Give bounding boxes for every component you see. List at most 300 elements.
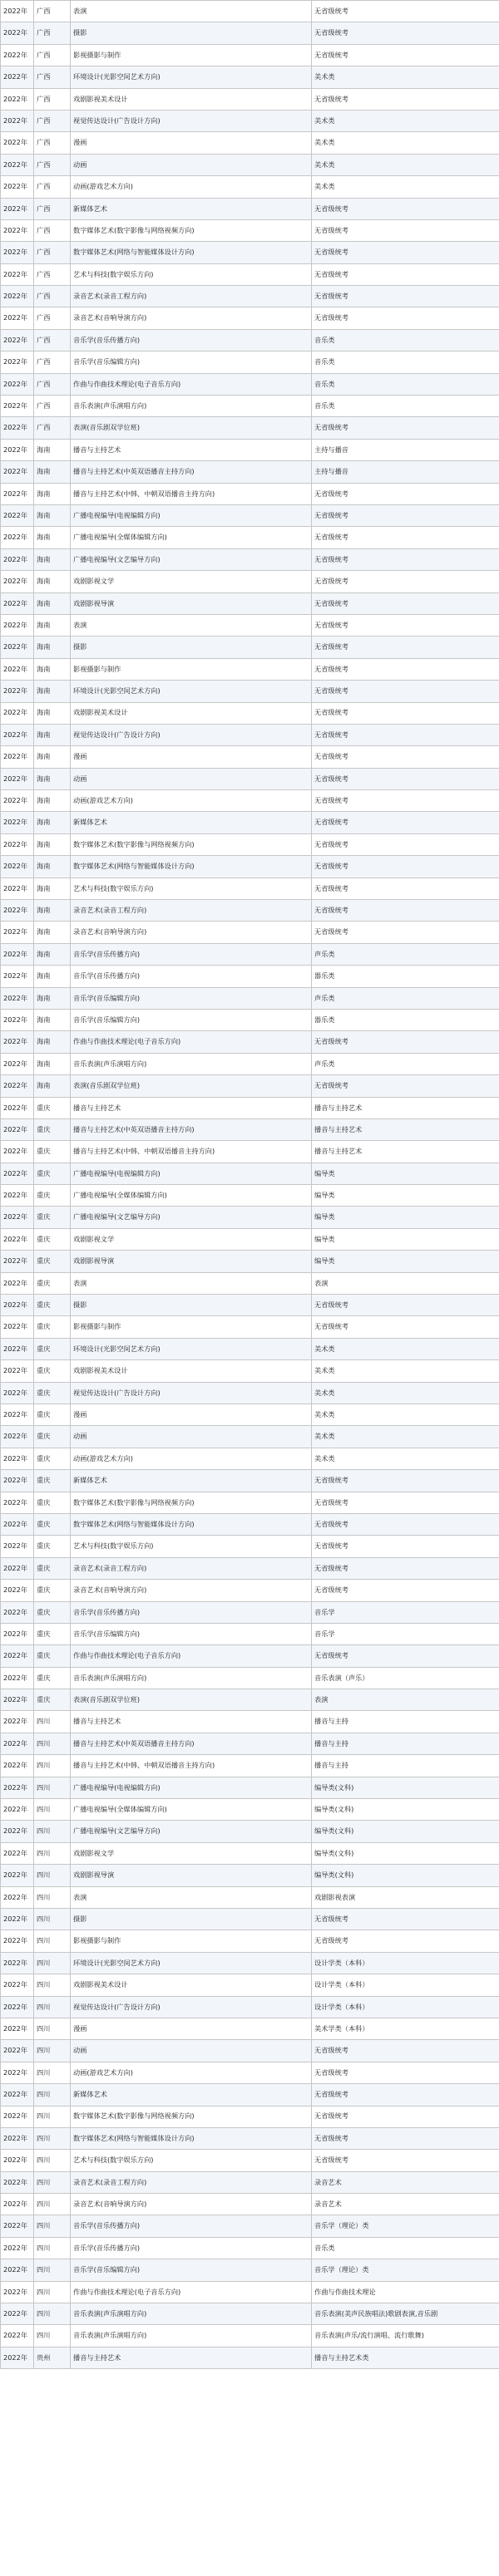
year-cell: 2022年 [1,548,34,570]
exam-category-cell: 无省级统考 [312,198,499,219]
province-cell: 重庆 [34,1667,71,1689]
major-cell: 音乐表演(声乐演唱方向) [71,396,312,417]
year-cell: 2022年 [1,2325,34,2347]
exam-category-cell: 无省级统考 [312,637,499,658]
table-row [1,768,499,789]
major-cell: 影视摄影与制作 [71,1930,312,1952]
major-cell: 音乐学(音乐编辑方向) [71,1009,312,1030]
province-cell: 海南 [34,724,71,745]
major-cell: 表演(音乐剧双学位班) [71,1075,312,1097]
exam-category-cell: 无省级统考 [312,44,499,66]
table-row [1,1930,499,1952]
province-cell: 海南 [34,614,71,636]
major-cell: 表演 [71,1272,312,1294]
year-cell: 2022年 [1,658,34,680]
province-cell: 四川 [34,1842,71,1864]
major-cell: 播音与主持艺术(中英双语播音主持方向) [71,1118,312,1140]
year-cell: 2022年 [1,1821,34,1842]
exam-category-cell: 美术类 [312,1338,499,1359]
province-cell: 广西 [34,88,71,110]
table-row [1,2150,499,2171]
major-cell: 环境设计(光影空间艺术方向) [71,66,312,88]
exam-category-cell: 无省级统考 [312,1930,499,1952]
exam-category-cell: 主持与播音 [312,461,499,483]
major-cell: 播音与主持艺术(中韩、中朝双语播音主持方向) [71,483,312,504]
province-cell: 贵州 [34,2347,71,2368]
province-cell: 四川 [34,2259,71,2281]
exam-category-cell: 无省级统考 [312,1470,499,1492]
year-cell: 2022年 [1,1316,34,1338]
year-cell: 2022年 [1,527,34,548]
major-cell: 艺术与科技(数字娱乐方向) [71,1536,312,1557]
province-cell: 重庆 [34,1141,71,1163]
major-cell: 广播电视编导(电视编辑方向) [71,1777,312,1798]
exam-category-cell: 声乐类 [312,987,499,1009]
exam-category-cell: 播音与主持 [312,1711,499,1733]
table-row [1,219,499,241]
table-row [1,154,499,175]
province-cell: 四川 [34,2084,71,2106]
exam-category-cell: 无省级统考 [312,527,499,548]
province-cell: 四川 [34,1733,71,1754]
table-row [1,812,499,833]
year-cell: 2022年 [1,1711,34,1733]
exam-category-cell: 美术类 [312,132,499,154]
province-cell: 海南 [34,746,71,768]
year-cell: 2022年 [1,1185,34,1207]
exam-category-cell: 无省级统考 [312,1580,499,1601]
major-cell: 播音与主持艺术(中英双语播音主持方向) [71,461,312,483]
year-cell: 2022年 [1,1930,34,1952]
major-cell: 视觉传达设计(广告设计方向) [71,1382,312,1404]
table-row [1,2171,499,2193]
year-cell: 2022年 [1,1228,34,1250]
major-cell: 新媒体艺术 [71,1470,312,1492]
province-cell: 海南 [34,461,71,483]
province-cell: 海南 [34,856,71,878]
year-cell: 2022年 [1,1448,34,1469]
exam-category-cell: 无省级统考 [312,614,499,636]
table-row [1,1601,499,1623]
year-cell: 2022年 [1,2215,34,2237]
year-cell: 2022年 [1,307,34,329]
major-cell: 数字媒体艺术(网络与智能媒体设计方向) [71,242,312,263]
province-cell: 四川 [34,2281,71,2303]
year-cell: 2022年 [1,1470,34,1492]
table-row [1,263,499,285]
province-cell: 重庆 [34,1492,71,1513]
exam-category-cell: 无省级统考 [312,242,499,263]
exam-category-cell: 无省级统考 [312,307,499,329]
province-cell: 海南 [34,1075,71,1097]
exam-category-cell: 音乐学 [312,1623,499,1644]
province-cell: 广西 [34,44,71,66]
exam-category-cell: 声乐类 [312,943,499,965]
exam-category-cell: 无省级统考 [312,1536,499,1557]
major-cell: 音乐学(音乐传播方向) [71,1601,312,1623]
exam-category-cell: 无省级统考 [312,658,499,680]
exam-category-cell: 声乐类 [312,1053,499,1074]
major-cell: 戏剧影视导演 [71,1251,312,1272]
major-cell: 音乐学(音乐传播方向) [71,966,312,987]
year-cell: 2022年 [1,592,34,614]
province-cell: 四川 [34,2018,71,2039]
table-row [1,1360,499,1382]
table-row [1,417,499,439]
year-cell: 2022年 [1,461,34,483]
year-cell: 2022年 [1,1623,34,1644]
exam-category-cell: 编导类 [312,1251,499,1272]
major-cell: 视觉传达设计(广告设计方向) [71,1996,312,2018]
exam-category-cell: 音乐类 [312,329,499,351]
table-row [1,856,499,878]
table-row [1,2215,499,2237]
table-row [1,878,499,899]
major-cell: 数字媒体艺术(数字影像与网络视频方向) [71,833,312,855]
table-row [1,329,499,351]
year-cell: 2022年 [1,681,34,702]
year-cell: 2022年 [1,1009,34,1030]
major-cell: 戏剧影视美术设计 [71,1360,312,1382]
exam-category-cell: 无省级统考 [312,833,499,855]
major-cell: 录音艺术(录音工程方向) [71,286,312,307]
major-cell: 动画(游戏艺术方向) [71,2062,312,2083]
major-cell: 播音与主持艺术 [71,1097,312,1118]
major-cell: 艺术与科技(数字娱乐方向) [71,263,312,285]
exam-category-cell: 音乐学（理论）类 [312,2259,499,2281]
major-cell: 录音艺术(音响导演方向) [71,307,312,329]
year-cell: 2022年 [1,1755,34,1777]
province-cell: 重庆 [34,1601,71,1623]
year-cell: 2022年 [1,702,34,724]
year-cell: 2022年 [1,2281,34,2303]
major-cell: 音乐学(音乐传播方向) [71,2215,312,2237]
province-cell: 重庆 [34,1645,71,1667]
year-cell: 2022年 [1,571,34,592]
year-cell: 2022年 [1,2018,34,2039]
exam-category-cell: 无省级统考 [312,1295,499,1316]
major-cell: 环境设计(光影空间艺术方向) [71,1338,312,1359]
province-cell: 广西 [34,176,71,198]
province-cell: 重庆 [34,1316,71,1338]
major-cell: 动画(游戏艺术方向) [71,176,312,198]
year-cell: 2022年 [1,483,34,504]
province-cell: 四川 [34,2194,71,2215]
year-cell: 2022年 [1,1118,34,1140]
exam-category-cell: 无省级统考 [312,263,499,285]
major-cell: 广播电视编导(文艺编导方向) [71,1207,312,1228]
table-row [1,1755,499,1777]
major-cell: 广播电视编导(全媒体编辑方向) [71,527,312,548]
exam-category-cell: 音乐学（理论）类 [312,2215,499,2237]
year-cell: 2022年 [1,1842,34,1864]
major-cell: 数字媒体艺术(数字影像与网络视频方向) [71,2106,312,2127]
major-cell: 录音艺术(录音工程方向) [71,2171,312,2193]
table-row [1,1536,499,1557]
table-row [1,1185,499,1207]
year-cell: 2022年 [1,2259,34,2281]
province-cell: 海南 [34,658,71,680]
province-cell: 重庆 [34,1382,71,1404]
province-cell: 海南 [34,922,71,943]
year-cell: 2022年 [1,1865,34,1886]
major-cell: 视觉传达设计(广告设计方向) [71,724,312,745]
province-cell: 四川 [34,2237,71,2259]
table-row [1,132,499,154]
exam-category-cell: 美术学类（本科） [312,2018,499,2039]
province-cell: 四川 [34,2062,71,2083]
major-cell: 摄影 [71,637,312,658]
table-row [1,746,499,768]
year-cell: 2022年 [1,943,34,965]
province-cell: 广西 [34,22,71,44]
year-cell: 2022年 [1,637,34,658]
province-cell: 四川 [34,1821,71,1842]
exam-category-cell: 编导类 [312,1185,499,1207]
table-row [1,548,499,570]
table-row [1,1251,499,1272]
exam-category-cell: 无省级统考 [312,483,499,504]
exam-category-cell: 播音与主持艺术类 [312,2347,499,2368]
exam-category-cell: 无省级统考 [312,22,499,44]
major-cell: 播音与主持艺术(中英双语播音主持方向) [71,1733,312,1754]
exam-category-cell: 美术类 [312,1404,499,1426]
exam-category-cell: 编导类 [312,1207,499,1228]
exam-category-cell: 无省级统考 [312,900,499,922]
exam-category-cell: 编导类 [312,1228,499,1250]
major-cell: 戏剧影视美术设计 [71,88,312,110]
major-cell: 漫画 [71,132,312,154]
year-cell: 2022年 [1,1163,34,1184]
province-cell: 重庆 [34,1513,71,1535]
province-cell: 广西 [34,66,71,88]
major-cell: 作曲与作曲技术理论(电子音乐方向) [71,2281,312,2303]
province-cell: 重庆 [34,1097,71,1118]
year-cell: 2022年 [1,2084,34,2106]
table-row [1,1623,499,1644]
major-cell: 音乐学(音乐传播方向) [71,329,312,351]
province-cell: 重庆 [34,1338,71,1359]
major-cell: 音乐学(音乐编辑方向) [71,2259,312,2281]
table-row [1,702,499,724]
province-cell: 四川 [34,1908,71,1930]
exam-category-cell: 无省级统考 [312,2062,499,2083]
province-cell: 重庆 [34,1536,71,1557]
year-cell: 2022年 [1,286,34,307]
table-row [1,724,499,745]
table-row [1,286,499,307]
year-cell: 2022年 [1,219,34,241]
province-cell: 重庆 [34,1185,71,1207]
table-row [1,1711,499,1733]
province-cell: 广西 [34,396,71,417]
table-body [1,1,499,2369]
major-cell: 戏剧影视美术设计 [71,702,312,724]
province-cell: 海南 [34,833,71,855]
exam-category-cell: 音乐类 [312,2237,499,2259]
exam-category-cell: 播音与主持艺术 [312,1141,499,1163]
exam-category-cell: 无省级统考 [312,790,499,812]
province-cell: 海南 [34,483,71,504]
province-cell: 广西 [34,154,71,175]
table-row [1,307,499,329]
province-cell: 海南 [34,504,71,526]
province-cell: 广西 [34,307,71,329]
table-row [1,1492,499,1513]
major-cell: 数字媒体艺术(数字影像与网络视频方向) [71,219,312,241]
exam-category-cell: 美术类 [312,1448,499,1469]
major-cell: 视觉传达设计(广告设计方向) [71,110,312,131]
exam-category-cell: 无省级统考 [312,1316,499,1338]
exam-category-cell: 美术类 [312,154,499,175]
table-row [1,1382,499,1404]
province-cell: 广西 [34,329,71,351]
table-row [1,2325,499,2347]
exam-category-cell: 无省级统考 [312,1075,499,1097]
table-row [1,2106,499,2127]
table-row [1,1580,499,1601]
table-row [1,504,499,526]
year-cell: 2022年 [1,1733,34,1754]
year-cell: 2022年 [1,2303,34,2325]
table-row [1,592,499,614]
table-row [1,1996,499,2018]
table-row [1,22,499,44]
year-cell: 2022年 [1,790,34,812]
year-cell: 2022年 [1,1777,34,1798]
year-cell: 2022年 [1,1601,34,1623]
province-cell: 广西 [34,132,71,154]
exam-category-cell: 作曲与作曲技术理论 [312,2281,499,2303]
year-cell: 2022年 [1,1404,34,1426]
table-row [1,1163,499,1184]
province-cell: 海南 [34,439,71,460]
major-cell: 音乐学(音乐编辑方向) [71,351,312,373]
year-cell: 2022年 [1,1667,34,1689]
major-cell: 表演(音乐剧双学位班) [71,1689,312,1711]
exam-category-cell: 无省级统考 [312,1,499,22]
table-row [1,2018,499,2039]
major-cell: 漫画 [71,2018,312,2039]
exam-category-cell: 无省级统考 [312,504,499,526]
major-cell: 环境设计(光影空间艺术方向) [71,1952,312,1974]
exam-category-cell: 音乐学 [312,1601,499,1623]
major-cell: 广播电视编导(电视编辑方向) [71,504,312,526]
exam-category-cell: 无省级统考 [312,2127,499,2149]
exam-category-cell: 播音与主持 [312,1755,499,1777]
province-cell: 四川 [34,2040,71,2062]
year-cell: 2022年 [1,132,34,154]
province-cell: 重庆 [34,1426,71,1448]
province-cell: 重庆 [34,1251,71,1272]
table-row [1,1908,499,1930]
province-cell: 重庆 [34,1689,71,1711]
province-cell: 海南 [34,790,71,812]
table-row [1,1974,499,1996]
exam-category-cell: 无省级统考 [312,571,499,592]
table-row [1,1228,499,1250]
table-row [1,1799,499,1821]
exam-category-cell: 无省级统考 [312,724,499,745]
table-row [1,242,499,263]
year-cell: 2022年 [1,373,34,395]
province-cell: 四川 [34,1865,71,1886]
table-row [1,1886,499,1908]
year-cell: 2022年 [1,1799,34,1821]
province-cell: 四川 [34,1777,71,1798]
major-cell: 戏剧影视导演 [71,1865,312,1886]
exam-category-cell: 编导类(文科) [312,1799,499,1821]
year-cell: 2022年 [1,856,34,878]
major-cell: 作曲与作曲技术理论(电子音乐方向) [71,373,312,395]
major-cell: 广播电视编导(文艺编导方向) [71,548,312,570]
exam-category-cell: 器乐类 [312,1009,499,1030]
table-row [1,2237,499,2259]
table-row [1,1513,499,1535]
province-cell: 四川 [34,1930,71,1952]
exam-category-cell: 设计学类（本科） [312,1952,499,1974]
year-cell: 2022年 [1,22,34,44]
table-row [1,198,499,219]
exam-category-cell: 设计学类（本科） [312,1974,499,1996]
province-cell: 重庆 [34,1623,71,1644]
major-cell: 广播电视编导(全媒体编辑方向) [71,1799,312,1821]
table-row [1,658,499,680]
province-cell: 广西 [34,110,71,131]
province-cell: 四川 [34,2171,71,2193]
major-cell: 音乐表演(声乐演唱方向) [71,2325,312,2347]
table-row [1,1118,499,1140]
table-row [1,614,499,636]
exam-category-cell: 无省级统考 [312,746,499,768]
province-cell: 海南 [34,592,71,614]
province-cell: 重庆 [34,1228,71,1250]
year-cell: 2022年 [1,1053,34,1074]
exam-category-cell: 编导类 [312,1163,499,1184]
province-cell: 四川 [34,1799,71,1821]
province-cell: 海南 [34,987,71,1009]
province-cell: 重庆 [34,1448,71,1469]
table-row [1,483,499,504]
year-cell: 2022年 [1,396,34,417]
exam-category-cell: 美术类 [312,1360,499,1382]
table-row [1,2259,499,2281]
exam-category-cell: 美术类 [312,110,499,131]
major-cell: 新媒体艺术 [71,812,312,833]
province-cell: 广西 [34,263,71,285]
province-cell: 海南 [34,878,71,899]
major-cell: 摄影 [71,1908,312,1930]
major-cell: 播音与主持艺术 [71,2347,312,2368]
exam-category-cell: 无省级统考 [312,1557,499,1579]
major-cell: 漫画 [71,746,312,768]
year-cell: 2022年 [1,2237,34,2259]
major-cell: 音乐学(音乐传播方向) [71,943,312,965]
major-cell: 录音艺术(音响导演方向) [71,1580,312,1601]
province-cell: 海南 [34,812,71,833]
province-cell: 四川 [34,2106,71,2127]
year-cell: 2022年 [1,2127,34,2149]
year-cell: 2022年 [1,1295,34,1316]
province-cell: 重庆 [34,1295,71,1316]
year-cell: 2022年 [1,2150,34,2171]
exam-category-cell: 无省级统考 [312,1031,499,1053]
major-cell: 音乐表演(声乐演唱方向) [71,1667,312,1689]
year-cell: 2022年 [1,1097,34,1118]
province-cell: 重庆 [34,1207,71,1228]
year-cell: 2022年 [1,1536,34,1557]
year-cell: 2022年 [1,614,34,636]
